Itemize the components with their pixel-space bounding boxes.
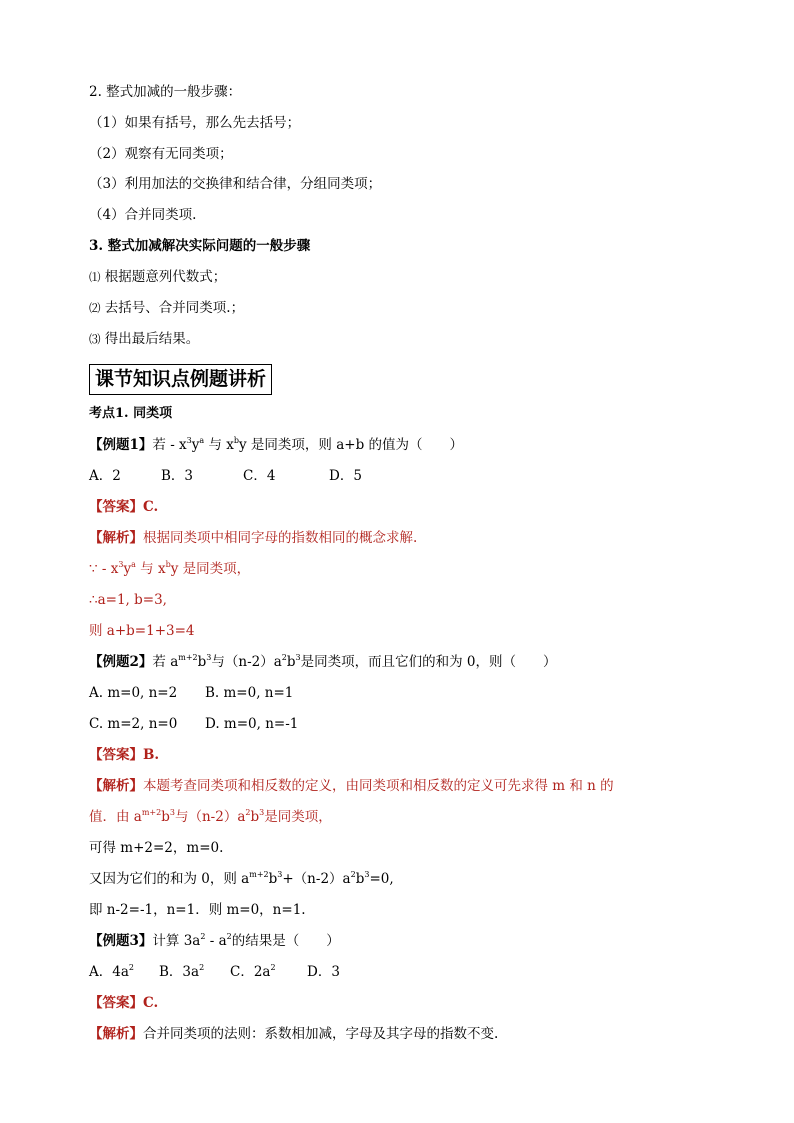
example-2-line-2: 值．由 $a^{m+2}b^3$与$(n-2)a^2b^3$是同类项， bbox=[89, 808, 332, 825]
example-1-step-2: ∴a=1, b=3, bbox=[89, 592, 167, 608]
option-c: C．$2a^2$ bbox=[230, 963, 276, 980]
example-1-answer: 【答案】C. bbox=[89, 499, 159, 515]
option-d: D. m=0, n=-1 bbox=[205, 716, 299, 732]
steps-title: 2. 整式加减的一般步骤： bbox=[89, 84, 242, 100]
option-c: C．4 bbox=[243, 468, 276, 484]
option-d: D．3 bbox=[307, 964, 340, 980]
example-3-analysis: 【解析】合并同类项的法则：系数相加减，字母及其字母的指数不变. bbox=[89, 1026, 499, 1042]
option-d: D．5 bbox=[329, 468, 362, 484]
example-3-question: 【例题3】计算 $3a^2 - a^2$的结果是（ ） bbox=[89, 932, 340, 949]
example-1-question: 【例题1】若 - $x^3y^a$ 与 $x^by$ 是同类项，则 a+b 的值为（ ） bbox=[89, 436, 464, 453]
example-2-line-4: 又因为它们的和为 0，则 $a^{m+2}b^3+(n-2)a^2b^3=0$, bbox=[89, 870, 394, 887]
example-2-analysis: 【解析】本题考查同类项和相反数的定义，由同类项和相反数的定义可先求得 m 和 n 的 bbox=[89, 778, 614, 794]
step-item-3: （3）利用加法的交换律和结合律，分组同类项； bbox=[89, 176, 382, 192]
step-item-1: （1）如果有括号，那么先去括号； bbox=[89, 115, 301, 131]
practical-step-1: ⑴ 根据题意列代数式； bbox=[89, 269, 227, 285]
example-2-answer: 【答案】B. bbox=[89, 747, 160, 763]
example-1-analysis: 【解析】根据同类项中相同字母的指数相同的概念求解. bbox=[89, 530, 418, 546]
option-b: B. m=0, n=1 bbox=[205, 685, 294, 701]
example-3-answer: 【答案】C. bbox=[89, 995, 159, 1011]
practical-step-3: ⑶ 得出最后结果。 bbox=[89, 331, 200, 347]
example-2-line-3: 可得 m+2=2，m=0. bbox=[89, 840, 224, 856]
point-title: 考点1. 同类项 bbox=[89, 406, 173, 421]
example-2-line-5: 即 n-2=-1，n=1．则 m=0，n=1. bbox=[89, 902, 306, 918]
option-b: B．3 bbox=[161, 468, 194, 484]
example-2-question: 【例题2】若 $a^{m+2}b^3$与$(n-2)a^2b^3$是同类项，而且它们的和为 0，则（ ） bbox=[89, 653, 557, 670]
option-b: B．$3a^2$ bbox=[159, 963, 205, 980]
option-c: C. m=2, n=0 bbox=[89, 716, 178, 732]
section-title-box: 课节知识点例题讲析 bbox=[89, 364, 272, 395]
option-a: A．2 bbox=[89, 468, 121, 484]
example-1-step-1: ∵ - $x^3y^a$ 与 $x^by$ 是同类项， bbox=[89, 560, 251, 577]
example-1-step-3: 则 a+b=1+3=4 bbox=[89, 623, 195, 639]
option-a: A. m=0, n=2 bbox=[89, 685, 178, 701]
option-a: A．$4a^2$ bbox=[89, 963, 134, 980]
practical-step-2: ⑵ 去括号、合并同类项.； bbox=[89, 300, 245, 316]
step-item-4: （4）合并同类项. bbox=[89, 207, 197, 223]
practical-title: 3. 整式加减解决实际问题的一般步骤 bbox=[89, 238, 311, 254]
step-item-2: （2）观察有无同类项； bbox=[89, 146, 233, 162]
